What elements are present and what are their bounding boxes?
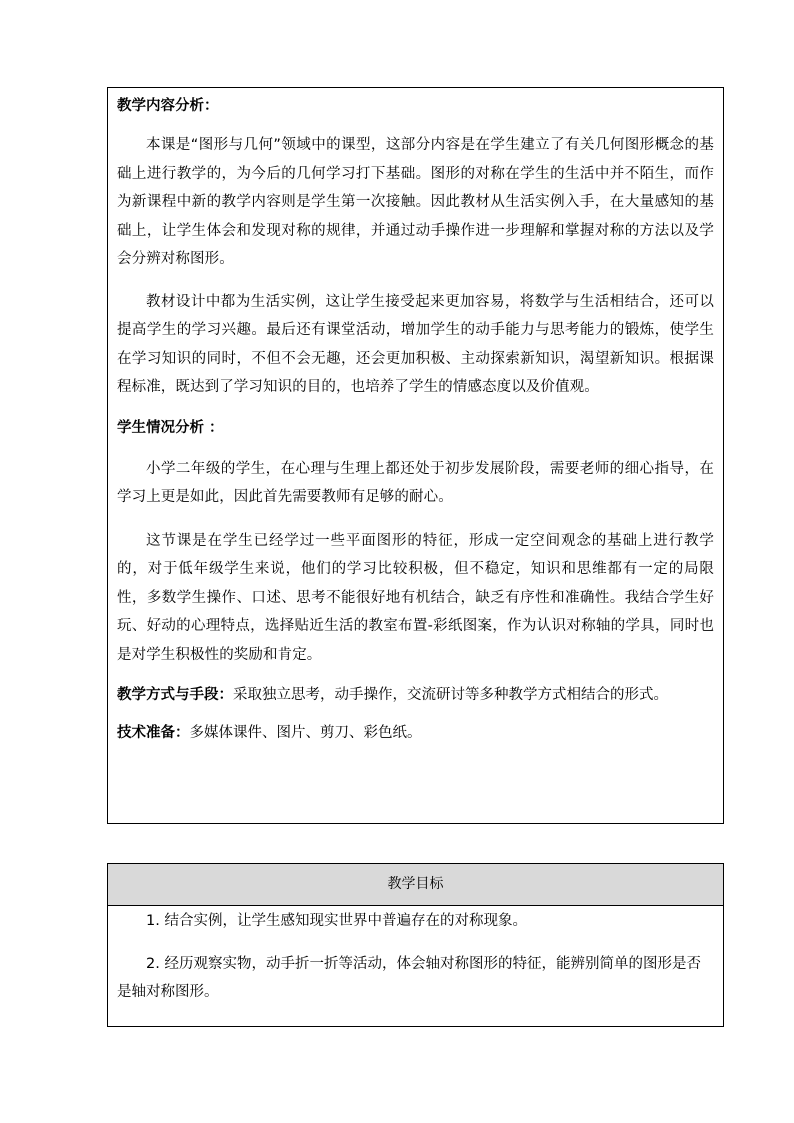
content-analysis-paragraph-1: 本课是“图形与几何”领域中的课型，这部分内容是在学生建立了有关几何图形概念的基础上进行教学的，为今后的几何学习打下基础。图形的对称在学生的生活中并不陌生，而作为新课程中新的教学内容则是学生第一次接触。因此教材从生活实例入手，在大量感知的基础上，让学生体会和发现对称的规律，并通过动手操作进一步理解和掌握对称的方法以及学会分辨对称图形。 <box>117 137 714 267</box>
objective-item-1: 1. 结合实例，让学生感知现实世界中普遍存在的对称现象。 <box>146 913 527 929</box>
student-analysis-heading: 学生情况分析 ： <box>117 419 224 436</box>
objectives-box <box>107 863 724 1027</box>
student-analysis-paragraph-1: 小学二年级的学生，在心理与生理上都还处于初步发展阶段，需要老师的细心指导，在学习上更是如此，因此首先需要教师有足够的耐心。 <box>117 460 714 505</box>
student-analysis-paragraph-2: 这节课是在学生已经学过一些平面图形的特征，形成一定空间观念的基础上进行教学的，对于低年级学生来说，他们的学习比较积极，但不稳定，知识和思维都有一定的局限性，多数学生操作、口述、思考不能很好地有机结合，缺乏有序性和准确性。我结合学生好玩、好动的心理特点，选择贴近生活的教室布置-彩纸图案，作为认识对称轴的学具，同时也是对学生积极性的奖励和肯定。 <box>117 532 714 663</box>
tech-prep-label: 技术准备： <box>117 725 190 741</box>
objectives-title: 教学目标 <box>108 864 723 906</box>
teaching-method-label: 教学方式与手段： <box>117 687 233 703</box>
tech-prep-text: 多媒体课件、图片、剪刀、彩色纸。 <box>189 725 422 741</box>
teaching-method-text: 采取独立思考，动手操作，交流研讨等多种教学方式相结合的形式。 <box>233 687 668 703</box>
tech-prep-line <box>117 721 714 745</box>
content-analysis-heading: 教学内容分析： <box>117 98 219 114</box>
objective-item-2: 2. 经历观察实物，动手折一折等活动，体会轴对称图形的特征，能辨别简单的图形是否是轴对称图形。 <box>117 955 701 1000</box>
teaching-method-line <box>117 683 714 707</box>
content-analysis-paragraph-2: 教材设计中都为生活实例，这让学生接受起来更加容易，将数学与生活相结合，还可以提高学生的学习兴趣。最后还有课堂活动，增加学生的动手能力与思考能力的锻炼，使学生在学习知识的同时，不但不会无趣，还会更加积极、主动探索新知识，渴望新知识。根据课程标准，既达到了学习知识的目的，也培养了学生的情感态度以及价值观。 <box>117 293 714 395</box>
analysis-box <box>107 87 724 824</box>
